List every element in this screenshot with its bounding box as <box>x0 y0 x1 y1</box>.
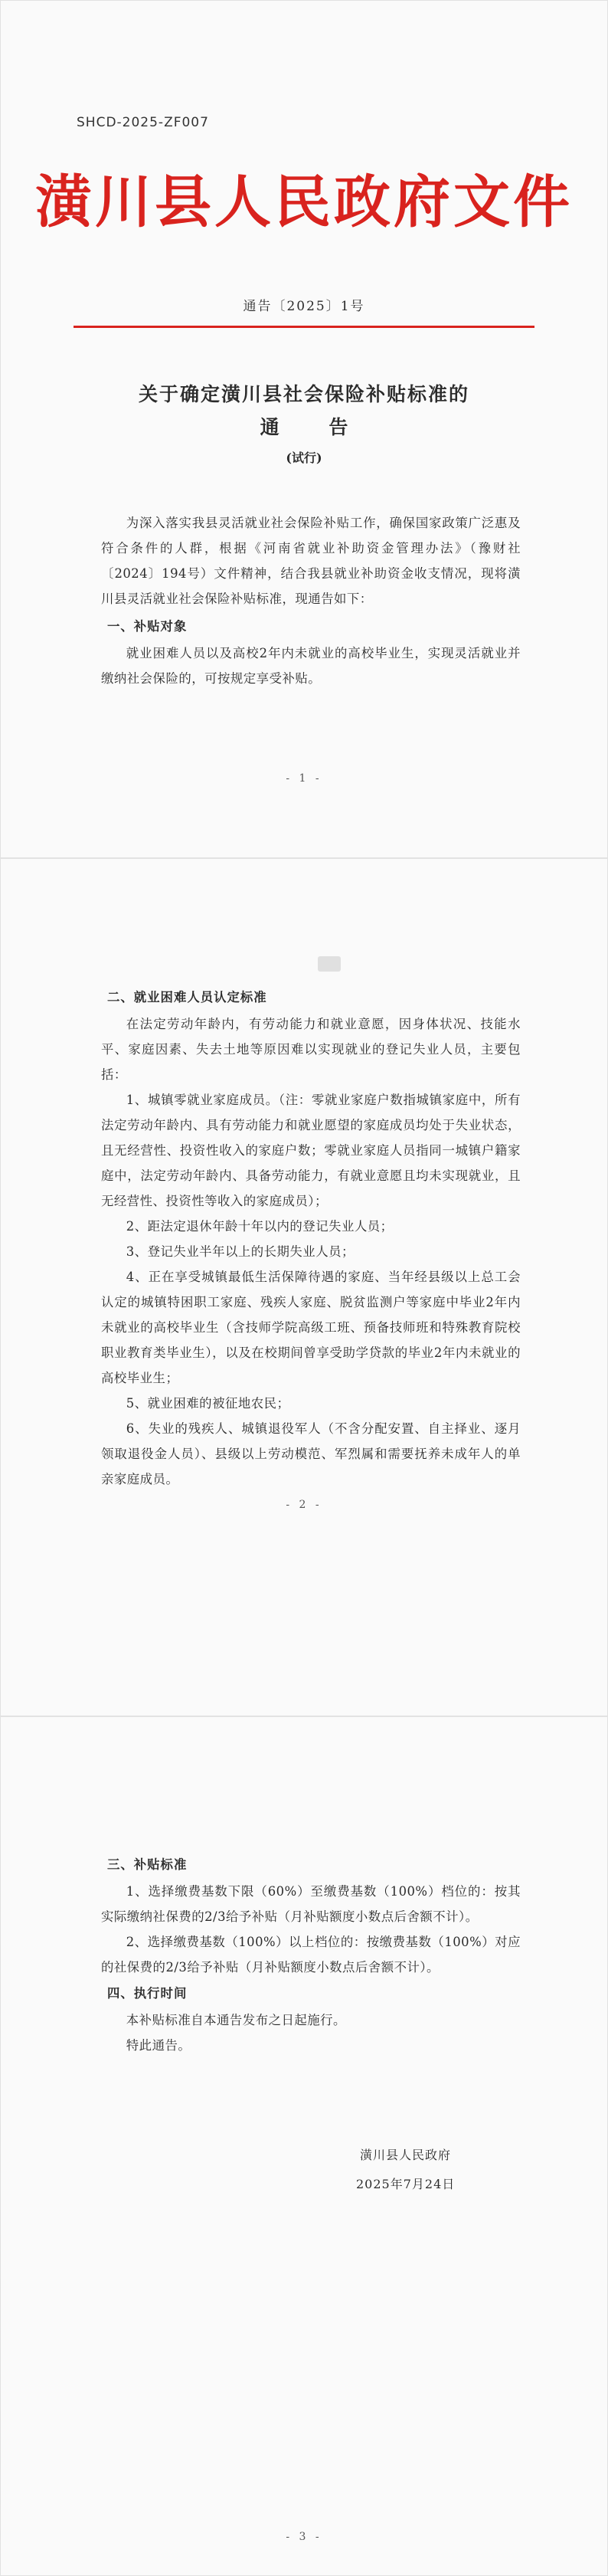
section-heading-2: 二、就业困难人员认定标准 <box>107 990 267 1005</box>
document-page-2 <box>0 858 608 1716</box>
closing-text: 特此通告。 <box>126 2038 191 2053</box>
criteria-item: 2、距法定退休年龄十年以内的登记失业人员； <box>126 1219 394 1234</box>
intro-paragraph: 为深入落实我县灵活就业社会保险补贴工作，确保国家政策广泛惠及符合条件的人群，根据《河南省就业补助资金管理办法》（豫财社〔2024〕194号）文件精神，结合我县就业补助资金收支情况，现将潢川县灵活就业社会保险补贴标准，现通告如下： <box>101 516 521 606</box>
criteria-item: 5、就业困难的被征地农民； <box>126 1396 290 1411</box>
section2-intro: 在法定劳动年龄内，有劳动能力和就业意愿，因身体状况、技能水平、家庭因素、失去土地等原因难以实现就业的登记失业人员，主要包括： <box>101 1017 521 1082</box>
notice-subtitle: 通 告 <box>260 416 370 438</box>
trial-label: (试行) <box>286 451 322 465</box>
section3-block <box>101 1879 521 1980</box>
document-page-3 <box>0 1716 608 2576</box>
criteria-item: 3、登记失业半年以上的长期失业人员； <box>126 1244 355 1259</box>
notice-title: 关于确定潢川县社会保险补贴标准的 <box>138 383 469 405</box>
section-heading-1: 一、补贴对象 <box>107 619 188 634</box>
scan-smudge <box>318 956 341 972</box>
section4-block <box>101 2007 521 2058</box>
document-page-1 <box>0 0 608 858</box>
red-divider <box>74 326 534 328</box>
criteria-item: 1、城镇零就业家庭成员。（注：零就业家庭户数指城镇家庭中，所有法定劳动年龄内、具有劳动能力和就业愿望的家庭成员均处于失业状态，且无经营性、投资性收入的家庭户数；零就业家庭人员指同一城镇户籍家庭中，法定劳动年龄内、具备劳动能力，有就业意愿且均未实现就业，且无经营性、投资性等收入的家庭成员）； <box>101 1093 521 1208</box>
section-heading-4: 四、执行时间 <box>107 1986 188 2001</box>
page-number-2: - 2 - <box>286 1499 322 1511</box>
intro-paragraph-block <box>101 510 521 611</box>
section1-block <box>101 641 521 691</box>
document-code: SHCD-2025-ZF007 <box>77 115 209 130</box>
effective-date-text: 本补贴标准自本通告发布之日起施行。 <box>126 2013 346 2027</box>
section2-block <box>101 1011 521 1492</box>
section1-text: 就业困难人员以及高校2年内未就业的高校毕业生，实现灵活就业并缴纳社会保险的，可按规定享受补贴。 <box>101 646 521 686</box>
signature-org: 潢川县人民政府 <box>360 2148 452 2162</box>
standard-item: 2、选择缴费基数（100%）以上档位的：按缴费基数（100%）对应的社保费的2/3给予补贴（月补贴额度小数点后舍额不计）。 <box>101 1935 521 1975</box>
page-number-3: - 3 - <box>286 2531 322 2543</box>
criteria-item: 4、正在享受城镇最低生活保障待遇的家庭、当年经县级以上总工会认定的城镇特困职工家庭、残疾人家庭、脱贫监测户等家庭中毕业2年内未就业的高校毕业生（含技师学院高级工班、预备技师班和特殊教育院校职业教育类毕业生），以及在校期间曾享受助学贷款的毕业2年内未就业的高校毕业生； <box>101 1270 521 1385</box>
document-number: 通告〔2025〕1号 <box>243 299 365 314</box>
issuing-authority-title: 潢川县人民政府文件 <box>35 169 573 235</box>
page-number-1: - 1 - <box>286 772 322 785</box>
signature-date: 2025年7月24日 <box>356 2177 456 2191</box>
standard-item: 1、选择缴费基数下限（60%）至缴费基数（100%）档位的：按其实际缴纳社保费的2/3给予补贴（月补贴额度小数点后舍额不计）。 <box>101 1884 521 1924</box>
criteria-item: 6、失业的残疾人、城镇退役军人（不含分配安置、自主择业、逐月领取退役金人员）、县级以上劳动模范、军烈属和需要抚养未成年人的单亲家庭成员。 <box>101 1421 521 1486</box>
section-heading-3: 三、补贴标准 <box>107 1857 188 1872</box>
